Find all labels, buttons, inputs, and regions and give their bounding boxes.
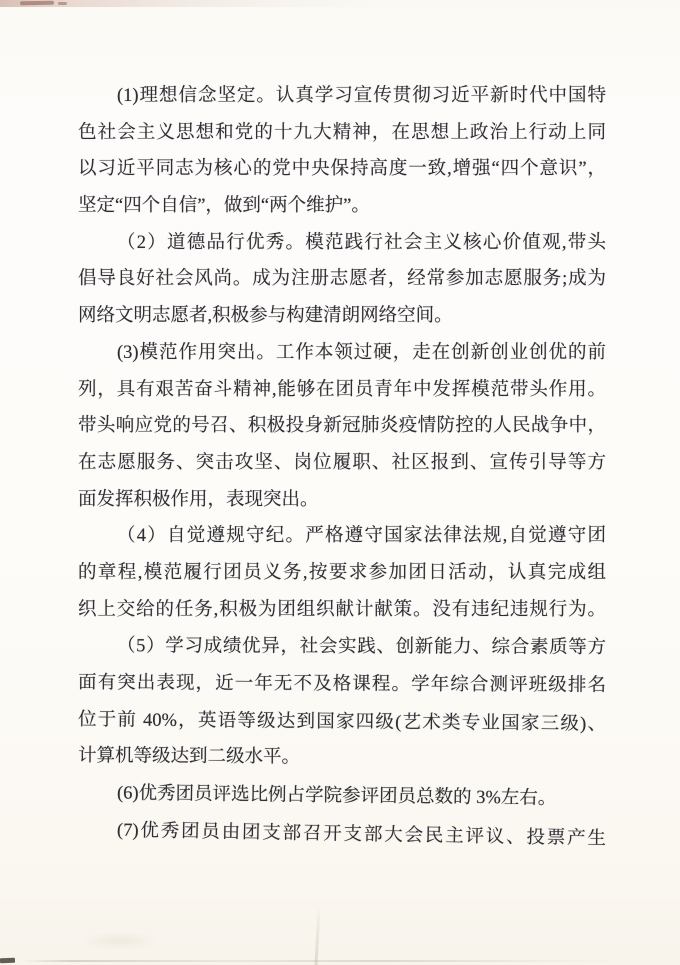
text-line: 面发挥积极作用，表现突出。 (78, 489, 319, 510)
scan-line-bottom-edge (22, 960, 622, 962)
text-line: 列，具有艰苦奋斗精神,能够在团员青年中发挥模范带头作用。 (78, 379, 606, 400)
scan-mark-bottom-left-corner (0, 958, 15, 964)
paper-blotch-bottom-left (80, 931, 160, 951)
text-line: 坚定“四个自信”，做到“两个维护”。 (78, 196, 370, 217)
scan-streak-top-edge (0, 0, 380, 7)
text-line: 面有突出表现，近一年无不及格课程。学年综合测评班级排名 (77, 673, 607, 696)
text-line: 网络文明志愿者,积极参与构建清朗网络空间。 (78, 306, 453, 327)
text-line: （4）自觉遵规守纪。严格遵守国家法律法规,自觉遵守团 (117, 526, 606, 547)
document-body (78, 78, 606, 848)
text-line: (1)理想信念坚定。认真学习宣传贯彻习近平新时代中国特 (117, 86, 606, 106)
paper-crease-bottom-center (314, 907, 320, 965)
text-line: 倡导良好社会风尚。成为注册志愿者，经常参加志愿服务;成为 (78, 269, 606, 290)
text-line: 的章程,模范履行团员义务,按要求参加团日活动，认真完成组 (78, 562, 606, 583)
text-line: (7)优秀团员由团支部召开支部大会民主评议、投票产生 (116, 820, 607, 849)
text-line: 位于前 40%，英语等级达到国家四级(艺术类专业国家三级)、 (77, 709, 607, 735)
text-line: 带头响应党的号召、积极投身新冠肺炎疫情防控的人民战争中， (78, 416, 606, 437)
text-line: （5）学习成绩优异，社会实践、创新能力、综合素质等方 (116, 636, 607, 659)
text-line: (6)优秀团员评选比例占学院参评团员总数的 3%左右。 (116, 783, 557, 809)
text-line: 色社会主义思想和党的十九大精神，在思想上政治上行动上同 (78, 122, 606, 143)
text-line: （2）道德品行优秀。模范践行社会主义核心价值观,带头 (117, 232, 606, 253)
text-line: 计算机等级达到二级水平。 (77, 746, 301, 768)
text-line: 以习近平同志为核心的党中央保持高度一致,增强“四个意识”， (78, 159, 606, 180)
text-line: (3)模范作用突出。工作本领过硬，走在创新创业创优的前 (117, 342, 606, 363)
scan-speck-top-left (20, 1, 54, 6)
scan-speck-top-left-2 (58, 2, 67, 5)
text-line: 在志愿服务、突击攻坚、岗位履职、社区报到、宣传引导等方 (78, 452, 606, 473)
text-line: 织上交给的任务,积极为团组织献计献策。没有违纪违规行为。 (78, 599, 606, 620)
